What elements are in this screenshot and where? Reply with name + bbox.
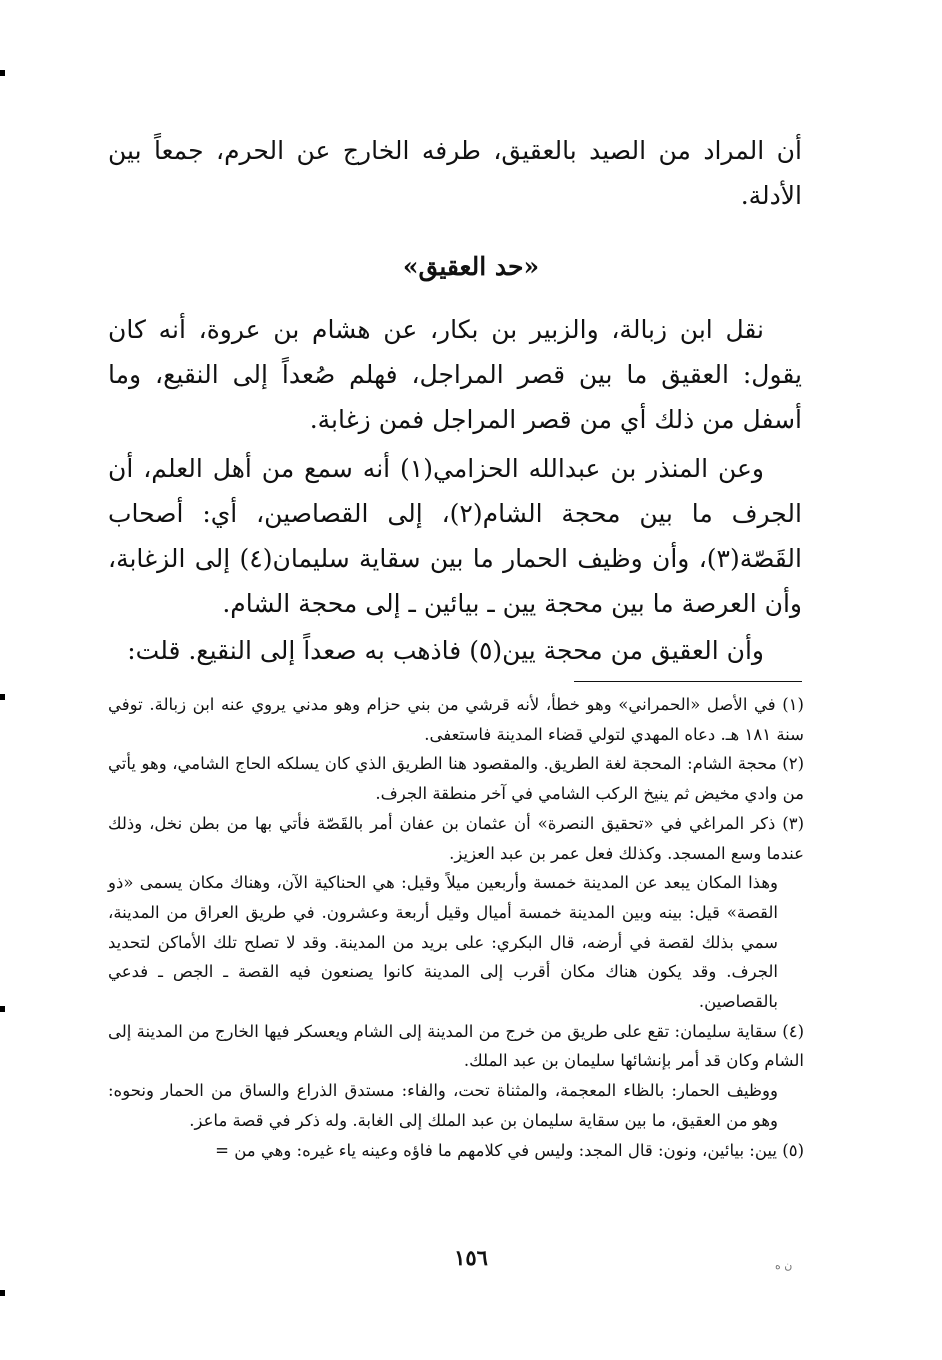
section-heading: «حد العقيق»	[402, 252, 540, 281]
body-paragraph-1: نقل ابن زبالة، والزبير بن بكار، عن هشام بن عروة، أنه كان يقول: العقيق ما بين قصر المراجل، فهلم صُعداً إلى النقيع، وما أسفل من ذلك أي من قصر المراجل فمن زغابة.	[108, 315, 802, 434]
footnote-number: (٣)	[782, 813, 805, 833]
footnote-3	[108, 809, 804, 868]
footnote-text: سقاية سليمان: تقع على طريق من خرج من المدينة إلى الشام ويعسكر فيها الخارج من المدينة إلى الشام وكان قد أمر بإنشائها سليمان بن عبد الملك.	[108, 1021, 804, 1071]
footnote-4	[108, 1017, 804, 1076]
page-number: ١٥٦	[454, 1245, 488, 1270]
footnote-separator	[574, 681, 802, 682]
intro-paragraph: أن المراد من الصيد بالعقيق، طرفه الخارج عن الحرم، جمعاً بين الأدلة.	[108, 136, 802, 210]
footnote-1	[108, 690, 804, 749]
footnote-text: محجة الشام: المحجة لغة الطريق. والمقصود هنا الطريق الذي كان يسلكه الحاج الشامي، وهو يأتي من وادي مخيض ثم ينيخ الركب الشامي في آخر منطقة الجرف.	[108, 754, 804, 804]
body-paragraph-2: وعن المنذر بن عبدالله الحزامي(١) أنه سمع من أهل العلم، أن الجرف ما بين محجة الشام(٢)، إلى القصاصين، أي: أصحاب القَصّة(٣)، وأن وظيف الحمار ما بين سقاية سليمان(٤) إلى الزغابة، وأن العرصة ما بين محجة يين ـ بيائين ـ إلى محجة الشام.	[108, 454, 802, 618]
footnote-3-continuation: وهذا المكان يبعد عن المدينة خمسة وأربعين ميلاً وقيل: هي الحناكية الآن، وهناك مكان يسمى «ذو القصة» قيل: بينه وبين المدينة خمسة أميال وقيل أربعة وعشرون. في طريق العراق من المدينة، سمي بذلك لقصة في أرضه، قال البكري: على بريد من المدينة. وقد لا تصلح تلك الأماكن لتحديد الجرف. وقد يكون هناك مكان أقرب إلى المدينة كانوا يصنعون فيه القصة ـ الجص ـ فدعي بالقصاصين.	[108, 873, 778, 1012]
binding-hole-mark	[0, 70, 5, 76]
footnote-number: (٢)	[782, 754, 804, 774]
body-paragraph-3: وأن العقيق من محجة يين(٥) فاذهب به صعداً إلى النقيع. قلت:	[127, 636, 764, 665]
footnote-text: في الأصل «الحمراني» وهو خطأ، لأنه قرشي من بني حزام وهو مدني يروي عنه ابن زبالة. توفي سنة ١٨١ هـ. دعاه المهدي لتولي قضاء المدينة فاستعفى.	[108, 695, 804, 744]
footnotes	[108, 690, 804, 1165]
footnote-text: ذكر المراغي في «تحقيق النصرة» أن عثمان بن عفان أمر بالقَصّة فأتي بها من بطن نخل، وذلك عندما وسع المسجد. وكذلك فعل عمر بن عبد العزيز.	[108, 813, 804, 863]
footnote-5	[108, 1136, 804, 1166]
binding-hole-mark	[0, 1006, 5, 1012]
stamp-mark: ﻥ ﻩ	[775, 1259, 793, 1272]
footnote-number: (١)	[782, 695, 804, 714]
footnote-text: يين: بيائين، ونون: قال المجد: وليس في كلامهم ما فاؤه وعينه ياء غيره: وهي من =	[215, 1140, 777, 1160]
binding-hole-mark	[0, 694, 5, 700]
binding-hole-mark	[0, 1290, 5, 1296]
footnote-number: (٤)	[782, 1021, 804, 1041]
footnote-4-continuation: ووظيف الحمار: بالظاء المعجمة، والمثناة تحت، والفاء: مستدق الذراع والساق من الحمار ونحوه: وهو من العقيق، ما بين سقاية سليمان بن عبد الملك إلى الغابة. وله ذكر في قصة ماعز.	[108, 1081, 778, 1130]
footnote-2	[108, 749, 804, 808]
footnote-number: (٥)	[782, 1140, 804, 1160]
